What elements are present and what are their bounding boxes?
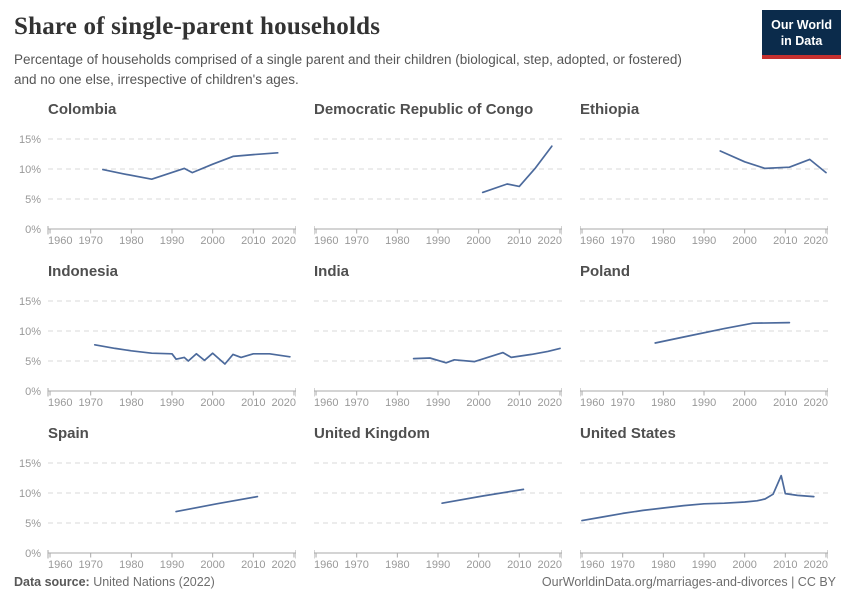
x-tick-labels — [580, 559, 828, 571]
data-line-united-kingdom — [442, 490, 523, 504]
svg-text:1980: 1980 — [119, 397, 144, 410]
svg-text:1960: 1960 — [314, 397, 339, 410]
svg-text:2020: 2020 — [537, 235, 562, 248]
svg-text:1970: 1970 — [610, 235, 635, 248]
svg-text:1970: 1970 — [344, 559, 369, 572]
svg-text:2010: 2010 — [507, 235, 532, 248]
svg-text:2010: 2010 — [507, 559, 532, 572]
svg-text:1970: 1970 — [610, 397, 635, 410]
svg-text:1970: 1970 — [78, 235, 103, 248]
x-axis — [580, 226, 828, 235]
svg-text:1980: 1980 — [651, 559, 676, 572]
svg-text:2020: 2020 — [271, 397, 296, 410]
svg-text:1980: 1980 — [119, 559, 144, 572]
svg-text:5%: 5% — [25, 518, 41, 531]
svg-text:1970: 1970 — [78, 559, 103, 572]
svg-text:2000: 2000 — [200, 559, 225, 572]
svg-text:1980: 1980 — [385, 235, 410, 248]
data-line-united-states — [582, 476, 814, 521]
svg-text:1990: 1990 — [691, 397, 717, 410]
charts-grid — [14, 101, 838, 578]
chart-subtitle: Percentage of households comprised of a single parent and their children (biological, step, adopted, or fostered) and no one else, irrespective of children's ages. — [14, 52, 682, 87]
svg-text:2020: 2020 — [537, 559, 562, 572]
x-tick-labels — [314, 397, 562, 409]
chart-title-spain: Spain — [48, 425, 89, 443]
x-tick-labels — [48, 397, 296, 409]
svg-text:2010: 2010 — [241, 235, 266, 248]
owid-logo-line1: Our World — [771, 18, 832, 32]
credit-link[interactable]: OurWorldinData.org/marriages-and-divorces | CC BY — [541, 575, 836, 589]
svg-text:2010: 2010 — [773, 559, 798, 572]
y-tick-labels — [19, 134, 41, 236]
chart-title-colombia: Colombia — [48, 101, 117, 119]
svg-text:10%: 10% — [18, 164, 41, 177]
svg-text:1990: 1990 — [425, 397, 451, 410]
x-axis — [314, 226, 562, 235]
svg-text:2000: 2000 — [466, 235, 491, 248]
x-tick-labels — [580, 235, 828, 247]
svg-text:2000: 2000 — [732, 397, 757, 410]
x-tick-labels — [48, 235, 296, 247]
svg-text:1980: 1980 — [385, 559, 410, 572]
x-axis — [580, 388, 828, 397]
chart-panel-ethiopia — [580, 101, 828, 254]
chart-panel-india — [314, 263, 562, 416]
data-source-label: Data source: — [14, 575, 90, 589]
svg-text:1980: 1980 — [119, 235, 144, 248]
chart-panel-indonesia — [14, 263, 296, 416]
svg-text:1990: 1990 — [159, 397, 185, 410]
svg-text:15%: 15% — [18, 296, 41, 309]
svg-text:2020: 2020 — [271, 559, 296, 572]
page-title: Share of single-parent households — [14, 13, 381, 40]
x-tick-labels — [48, 559, 296, 571]
data-line-poland — [655, 323, 789, 343]
svg-text:0%: 0% — [25, 224, 41, 237]
svg-text:1970: 1970 — [344, 397, 369, 410]
svg-text:1990: 1990 — [691, 235, 717, 248]
svg-text:1980: 1980 — [651, 235, 676, 248]
svg-text:1970: 1970 — [78, 397, 103, 410]
gridlines — [314, 463, 562, 523]
data-source-value: United Nations (2022) — [89, 575, 215, 589]
svg-text:1980: 1980 — [385, 397, 410, 410]
line-chart-colombia — [14, 121, 296, 249]
svg-text:2020: 2020 — [537, 397, 562, 410]
data-source — [14, 575, 215, 589]
svg-text:2010: 2010 — [773, 397, 798, 410]
svg-text:0%: 0% — [25, 386, 41, 399]
svg-text:1960: 1960 — [314, 559, 339, 572]
chart-panel-united-states — [580, 425, 828, 578]
line-chart-spain — [14, 445, 296, 573]
svg-text:2010: 2010 — [241, 559, 266, 572]
chart-title-united-kingdom: United Kingdom — [314, 425, 430, 443]
chart-panel-spain — [14, 425, 296, 578]
svg-text:2010: 2010 — [507, 397, 532, 410]
svg-text:1970: 1970 — [610, 559, 635, 572]
chart-title-india: India — [314, 263, 350, 281]
gridlines — [580, 301, 828, 361]
svg-text:1960: 1960 — [580, 235, 605, 248]
svg-text:1990: 1990 — [425, 559, 451, 572]
x-axis — [580, 550, 828, 559]
gridlines — [48, 301, 296, 361]
svg-text:2000: 2000 — [200, 235, 225, 248]
svg-text:15%: 15% — [18, 134, 41, 147]
x-tick-labels — [314, 559, 562, 571]
chart-footer — [14, 575, 836, 589]
gridlines — [580, 139, 828, 199]
svg-text:10%: 10% — [18, 326, 41, 339]
svg-text:1960: 1960 — [48, 559, 73, 572]
svg-text:1970: 1970 — [344, 235, 369, 248]
chart-title-poland: Poland — [580, 263, 631, 281]
svg-text:1960: 1960 — [48, 235, 73, 248]
line-chart-india — [314, 283, 562, 411]
chart-title-democratic-republic-of-congo: Democratic Republic of Congo — [314, 101, 534, 119]
svg-text:2000: 2000 — [200, 397, 225, 410]
svg-text:5%: 5% — [25, 356, 41, 369]
svg-text:2010: 2010 — [773, 235, 798, 248]
data-line-colombia — [103, 153, 278, 179]
svg-text:2000: 2000 — [466, 397, 491, 410]
svg-text:2000: 2000 — [466, 559, 491, 572]
chart-title-united-states: United States — [580, 425, 676, 443]
svg-text:10%: 10% — [18, 488, 41, 501]
x-axis — [314, 388, 562, 397]
svg-text:2020: 2020 — [803, 559, 828, 572]
svg-text:2010: 2010 — [241, 397, 266, 410]
gridlines — [314, 139, 562, 199]
line-chart-united-kingdom — [314, 445, 562, 573]
line-chart-poland — [580, 283, 828, 411]
line-chart-united-states — [580, 445, 828, 573]
svg-text:1960: 1960 — [48, 397, 73, 410]
svg-text:1960: 1960 — [580, 559, 605, 572]
svg-text:1990: 1990 — [159, 559, 185, 572]
gridlines — [314, 301, 562, 361]
svg-text:2000: 2000 — [732, 235, 757, 248]
y-tick-labels — [19, 296, 41, 398]
x-tick-labels — [314, 235, 562, 247]
line-chart-democratic-republic-of-congo — [314, 121, 562, 249]
line-chart-indonesia — [14, 283, 296, 411]
svg-text:1960: 1960 — [580, 397, 605, 410]
x-axis — [48, 226, 296, 235]
line-chart-ethiopia — [580, 121, 828, 249]
svg-text:2020: 2020 — [803, 397, 828, 410]
svg-text:1990: 1990 — [159, 235, 185, 248]
svg-text:15%: 15% — [18, 458, 41, 471]
owid-logo — [762, 10, 841, 59]
svg-text:1990: 1990 — [425, 235, 451, 248]
svg-text:1990: 1990 — [691, 559, 717, 572]
gridlines — [48, 139, 296, 199]
svg-text:0%: 0% — [25, 548, 41, 561]
y-tick-labels — [19, 458, 41, 560]
chart-panel-poland — [580, 263, 828, 416]
data-line-spain — [176, 497, 257, 512]
svg-text:1960: 1960 — [314, 235, 339, 248]
svg-text:2020: 2020 — [271, 235, 296, 248]
chart-panel-united-kingdom — [314, 425, 562, 578]
chart-title-ethiopia: Ethiopia — [580, 101, 640, 119]
chart-panel-democratic-republic-of-congo — [314, 101, 562, 254]
gridlines — [48, 463, 296, 523]
svg-text:5%: 5% — [25, 194, 41, 207]
chart-panel-colombia — [14, 101, 296, 254]
x-tick-labels — [580, 397, 828, 409]
svg-text:1980: 1980 — [651, 397, 676, 410]
x-axis — [314, 550, 562, 559]
svg-text:2000: 2000 — [732, 559, 757, 572]
x-axis — [48, 550, 296, 559]
chart-header — [14, 13, 838, 89]
svg-text:2020: 2020 — [803, 235, 828, 248]
owid-logo-line2: in Data — [780, 34, 823, 49]
chart-title-indonesia: Indonesia — [48, 263, 119, 281]
x-axis — [48, 388, 296, 397]
